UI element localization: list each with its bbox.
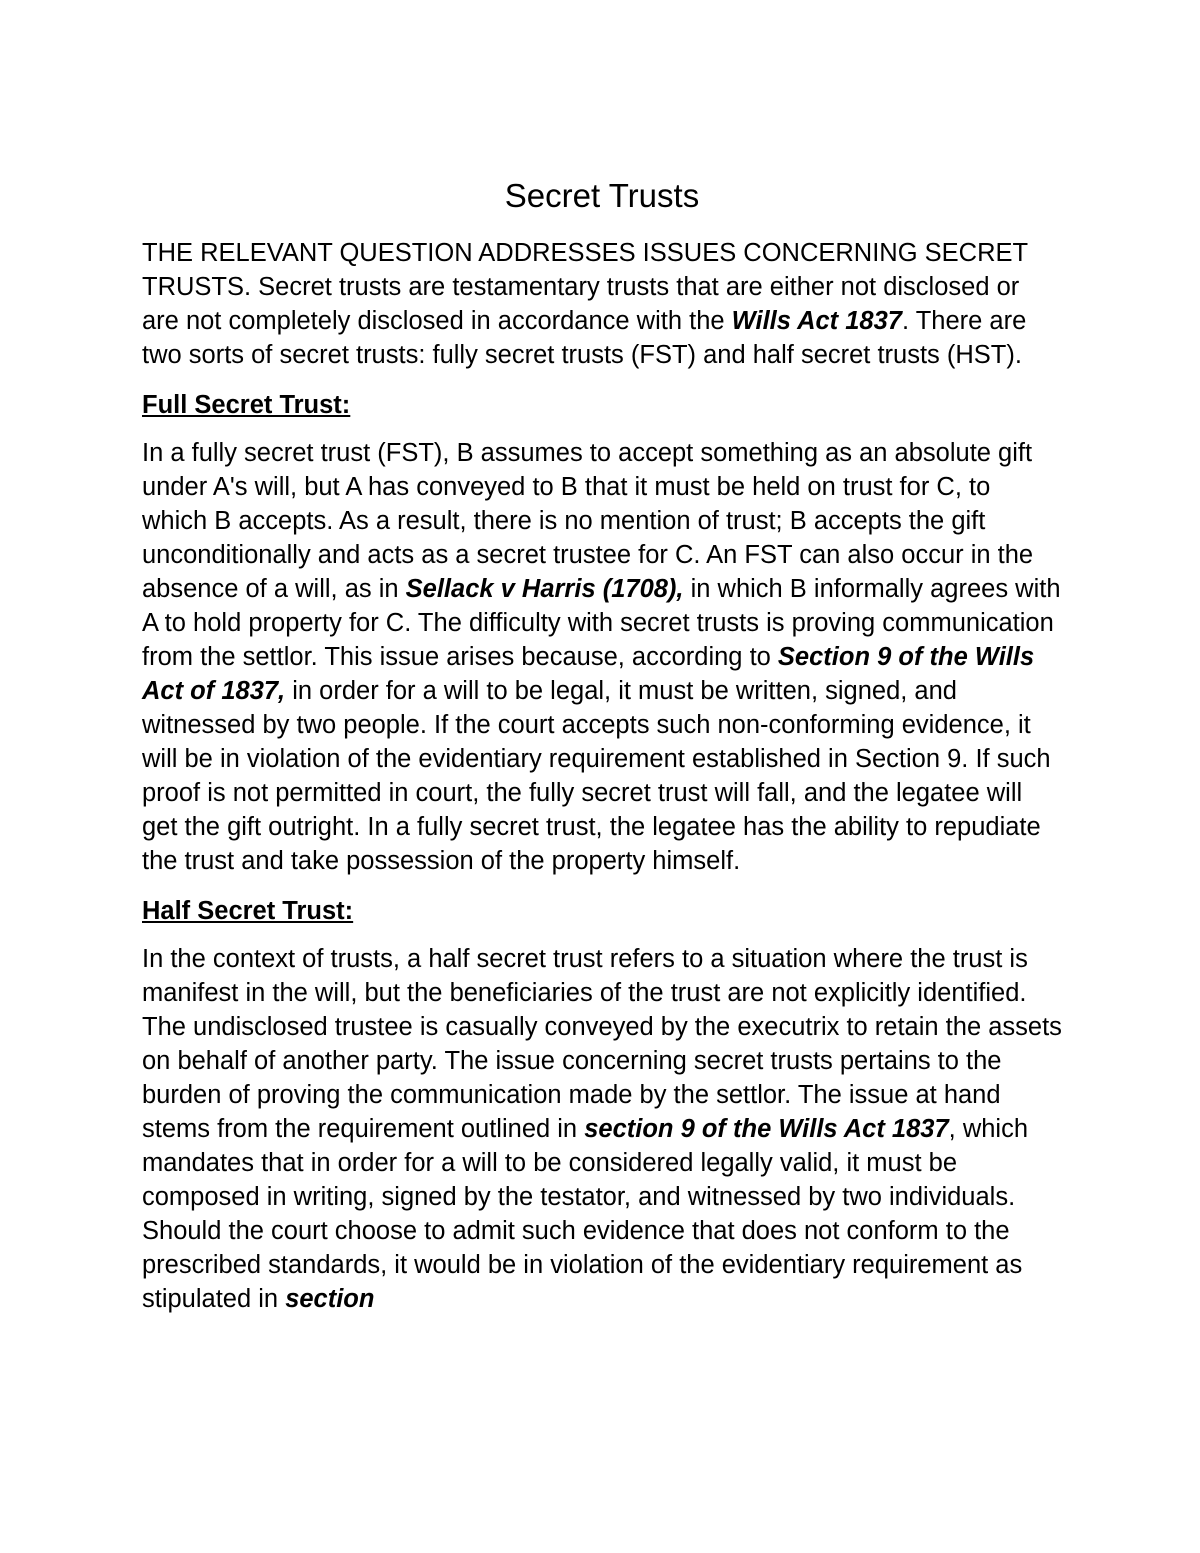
document-page [142, 176, 1062, 1332]
half-secret-trust-heading: Half Secret Trust: [142, 897, 354, 925]
hst-emphasis-section: section 9 of the Wills Act 1837 [584, 1115, 949, 1143]
fst-emphasis-case: Sellack v Harris (1708), [405, 575, 684, 603]
fst-text-3: in order for a will to be legal, it must be written, signed, and witnessed by two people. If the court accepts such non-conforming evidence, it will be in violation of the evidentiary requirement established in Section 9. If such proof is not permitted in court, the fully secret trust will fall, and the legatee will get the gift outright. In a fully secret trust, the legatee has the ability to repudiate the trust and take possession of the property himself. [142, 677, 1051, 875]
hst-emphasis-section-2: section [285, 1285, 375, 1313]
fst-emphasis-section: Section 9 of the Wills Act of 1837, [142, 643, 1035, 705]
fst-text-2: in which B informally agrees with A to hold property for C. The difficulty with secret trusts is proving communication from the settlor. This issue arises because, according to [142, 575, 1061, 671]
hst-text-1: In the context of trusts, a half secret trust refers to a situation where the trust is manifest in the will, but the beneficiaries of the trust are not explicitly identified. The undisclosed trustee is casually conveyed by the executrix to retain the assets on behalf of another party. The issue concerning secret trusts pertains to the burden of proving the communication made by the settlor. The issue at hand stems from the requirement outlined in [142, 945, 1062, 1143]
hst-text-2: , which mandates that in order for a will to be considered legally valid, it must be composed in writing, signed by the testator, and witnessed by two individuals. Should the court choose to admit such evidence that does not conform to the prescribed standards, it would be in violation of the evidentiary requirement as stipulated in [142, 1115, 1029, 1313]
full-secret-trust-paragraph [142, 436, 1062, 878]
intro-text-1: THE RELEVANT QUESTION ADDRESSES ISSUES CONCERNING SECRET TRUSTS. Secret trusts are testamentary trusts that are either not disclosed or are not completely disclosed in accordance with the [142, 239, 1028, 335]
document-title: Secret Trusts [504, 177, 700, 214]
full-secret-trust-heading: Full Secret Trust: [142, 391, 351, 419]
intro-emphasis-wills-act: Wills Act 1837 [731, 307, 902, 335]
intro-text-2: . There are two sorts of secret trusts: fully secret trusts (FST) and half secret trusts (HST). [142, 307, 1027, 369]
half-secret-trust-paragraph [142, 942, 1062, 1316]
intro-paragraph [142, 236, 1062, 372]
fst-text-1: In a fully secret trust (FST), B assumes to accept something as an absolute gift under A's will, but A has conveyed to B that it must be held on trust for C, to which B accepts. As a result, there is no mention of trust; B accepts the gift unconditionally and acts as a secret trustee for C. An FST can also occur in the absence of a will, as in [142, 439, 1034, 603]
